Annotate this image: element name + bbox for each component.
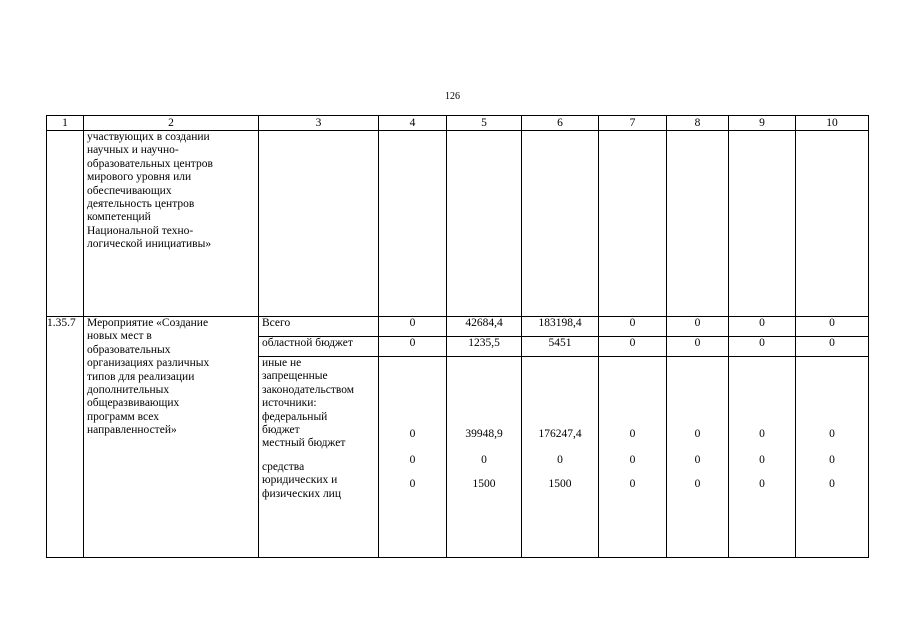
text-line: физических лиц	[262, 487, 341, 500]
value-cell: 0	[729, 337, 796, 357]
value-cell: 0	[796, 317, 869, 337]
text-line: юридических и	[262, 474, 338, 487]
value-stack: 0 0 0	[729, 357, 796, 558]
text-line: бюджет	[262, 424, 300, 437]
value-cell: 42684,4	[447, 317, 522, 337]
header-cell: 5	[447, 116, 522, 131]
text-line: образовательных центров	[87, 157, 213, 170]
text-line: новых мест в	[87, 330, 152, 343]
value-cell: 0	[599, 337, 667, 357]
text-line: программ всех	[87, 410, 159, 423]
source-label: областной бюджет	[259, 337, 379, 357]
text-line: научных и научно-	[87, 144, 179, 157]
measure-code: 1.35.7	[47, 317, 84, 558]
text-line: Национальной техно-	[87, 224, 194, 237]
value-cell: 0	[796, 337, 869, 357]
value-cell: 0	[379, 317, 447, 337]
header-cell: 4	[379, 116, 447, 131]
continuation-row	[47, 131, 869, 317]
value-cell: 1235,5	[447, 337, 522, 357]
text-line: средства	[262, 460, 305, 473]
header-cell: 7	[599, 116, 667, 131]
source-label: Всего	[259, 317, 379, 337]
header-row	[47, 116, 869, 131]
text-line: дополнительных	[87, 384, 170, 397]
text-line: общеразвивающих	[87, 397, 180, 410]
value-stack: 0 0 0	[379, 357, 447, 558]
text-line: иные не	[262, 357, 302, 369]
header-cell: 9	[729, 116, 796, 131]
header-cell: 3	[259, 116, 379, 131]
other-sources-labels	[259, 357, 379, 558]
text-line: источники:	[262, 397, 317, 410]
value-stack: 0 0 0	[667, 357, 729, 558]
text-line: местный бюджет	[262, 437, 346, 450]
value-cell: 0	[599, 317, 667, 337]
total-row	[47, 317, 869, 337]
value-cell: 0	[379, 337, 447, 357]
text-line: обеспечивающих	[87, 184, 172, 197]
value-cell: 0	[729, 317, 796, 337]
page-number: 126	[445, 91, 460, 102]
value-cell: 0	[667, 317, 729, 337]
text-line: образовательных	[87, 343, 171, 356]
text-line: мирового уровня или	[87, 171, 192, 184]
value-stack: 39948,9 0 1500	[447, 357, 522, 558]
value-cell: 183198,4	[522, 317, 599, 337]
measure-name	[84, 317, 259, 558]
value-cell: 0	[667, 337, 729, 357]
text-line: организациях различных	[87, 357, 210, 370]
budget-table	[46, 115, 869, 558]
header-cell: 10	[796, 116, 869, 131]
text-line: Мероприятие «Создание	[87, 317, 209, 329]
text-line: деятельность центров	[87, 198, 195, 211]
value-stack: 0 0 0	[796, 357, 869, 558]
header-cell: 8	[667, 116, 729, 131]
value-stack: 0 0 0	[599, 357, 667, 558]
value-stack: 176247,4 0 1500	[522, 357, 599, 558]
text-line: типов для реализации	[87, 370, 195, 383]
code-cell	[47, 131, 84, 317]
continuation-text	[84, 131, 259, 317]
text-line: компетенций	[87, 211, 151, 224]
text-line: законодательством	[262, 383, 355, 396]
header-cell: 2	[84, 116, 259, 131]
text-line: логической инициативы»	[87, 238, 212, 251]
text-line: участвующих в создании	[87, 131, 210, 143]
text-line: федеральный	[262, 410, 328, 423]
text-line: запрещенные	[262, 370, 328, 383]
header-cell: 6	[522, 116, 599, 131]
text-line: направленностей»	[87, 424, 177, 437]
header-cell: 1	[47, 116, 84, 131]
value-cell: 5451	[522, 337, 599, 357]
